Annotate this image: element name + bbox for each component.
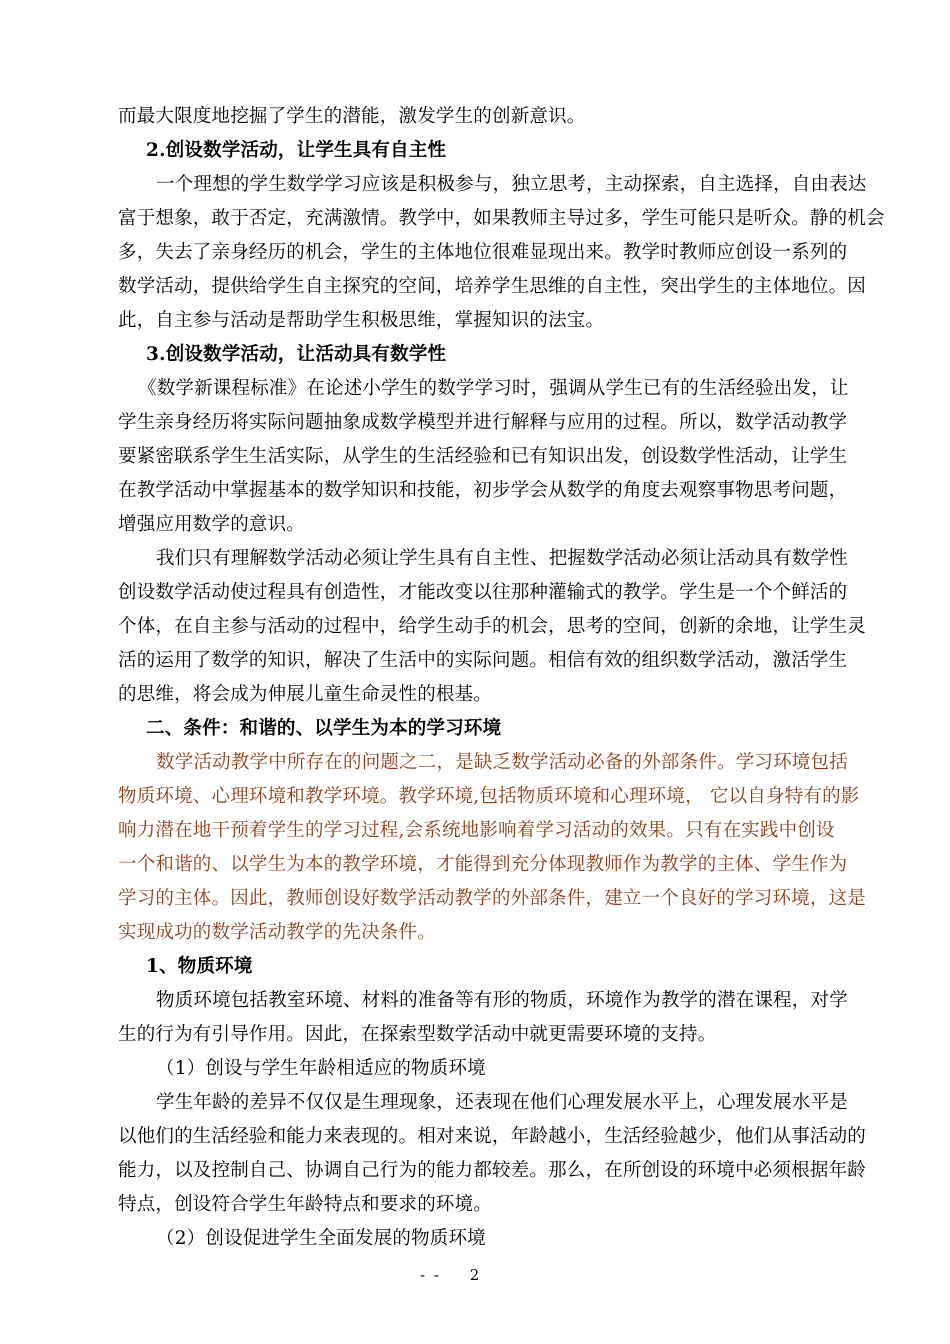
highlighted-line: 一个和谐的、以学生为本的教学环境，才能得到充分体现教师作为教学的主体、学生作为 — [118, 854, 848, 875]
body-line: 我们只有理解数学活动必须让学生具有自主性、把握数学活动必须让活动具有数学性 — [156, 548, 848, 569]
body-line: 在教学活动中掌握基本的数学知识和技能，初步学会从数学的角度去观察事物思考问题， — [118, 480, 848, 501]
page-number: 2 — [469, 1266, 482, 1284]
body-line: 的思维，将会成为伸展儿童生命灵性的根基。 — [118, 684, 493, 705]
footer-dashes: - - — [420, 1266, 441, 1284]
body-line: 创设数学活动使过程具有创造性，才能改变以往那种灌输式的教学。学生是一个个鲜活的 — [118, 582, 848, 603]
document-page — [118, 100, 885, 1256]
body-line: 能力，以及控制自己、协调自己行为的能力都较差。那么，在所创设的环境中必须根据年龄 — [118, 1160, 867, 1181]
highlighted-line: 学习的主体。因此，教师创设好数学活动教学的外部条件，建立一个良好的学习环境，这是 — [118, 888, 867, 909]
body-line: 活的运用了数学的知识，解决了生活中的实际问题。相信有效的组织数学活动，激活学生 — [118, 650, 848, 671]
body-line: 学生亲身经历将实际问题抽象成数学模型并进行解释与应用的过程。所以，数学活动教学 — [118, 412, 848, 433]
body-line: 增强应用数学的意识。 — [118, 514, 306, 535]
body-line: 多，失去了亲身经历的机会，学生的主体地位很难显现出来。教学时教师应创设一系列的 — [118, 242, 848, 263]
section-heading-2: 2.创设数学活动，让学生具有自主性 — [146, 140, 447, 161]
body-line: 要紧密联系学生生活实际，从学生的生活经验和已有知识出发，创设数学性活动，让学生 — [118, 446, 848, 467]
body-line: 数学活动，提供给学生自主探究的空间，培养学生思维的自主性，突出学生的主体地位。因 — [118, 276, 867, 297]
body-line: 《数学新课程标准》在论述小学生的数学学习时，强调从学生已有的生活经验出发，让 — [138, 378, 849, 399]
body-line: 此，自主参与活动是帮助学生积极思维，掌握知识的法宝。 — [118, 310, 605, 331]
body-line: 生的行为有引导作用。因此，在探索型数学活动中就更需要环境的支持。 — [118, 1024, 717, 1045]
body-line: 物质环境包括教室环境、材料的准备等有形的物质，环境作为教学的潜在课程，对学 — [156, 990, 848, 1011]
highlighted-line: 物质环境、心理环境和教学环境。教学环境,包括物质环境和心理环境， 它以自身特有的影 — [118, 786, 860, 807]
section-heading-3: 3.创设数学活动，让活动具有数学性 — [146, 344, 447, 365]
highlighted-line: 数学活动教学中所存在的问题之二，是缺乏数学活动必备的外部条件。学习环境包括 — [156, 752, 848, 773]
body-line: 特点，创设符合学生年龄特点和要求的环境。 — [118, 1194, 493, 1215]
subsection-title-2: （2）创设促进学生全面发展的物质环境 — [156, 1228, 486, 1249]
section-heading-conditions: 二、条件：和谐的、以学生为本的学习环境 — [146, 718, 502, 739]
page-footer — [420, 1266, 481, 1284]
subsection-title-1: （1）创设与学生年龄相适应的物质环境 — [156, 1058, 486, 1079]
body-line: 富于想象，敢于否定，充满激情。教学中，如果教师主导过多，学生可能只是听众。静的机会 — [118, 208, 885, 229]
body-line: 以他们的生活经验和能力来表现的。相对来说，年龄越小，生活经验越少，他们从事活动的 — [118, 1126, 867, 1147]
section-heading-physical-env: 1、物质环境 — [146, 956, 253, 977]
body-line: 学生年龄的差异不仅仅是生理现象，还表现在他们心理发展水平上，心理发展水平是 — [156, 1092, 848, 1113]
highlighted-line: 响力潜在地干预着学生的学习过程,会系统地影响着学习活动的效果。只有在实践中创设 — [118, 820, 835, 841]
highlighted-line: 实现成功的数学活动教学的先决条件。 — [118, 922, 436, 943]
body-line: 个体，在自主参与活动的过程中，给学生动手的机会，思考的空间，创新的余地，让学生灵 — [118, 616, 867, 637]
body-line: 一个理想的学生数学学习应该是积极参与，独立思考，主动探索，自主选择，自由表达 — [156, 174, 867, 195]
body-line: 而最大限度地挖掘了学生的潜能，激发学生的创新意识。 — [118, 106, 586, 127]
